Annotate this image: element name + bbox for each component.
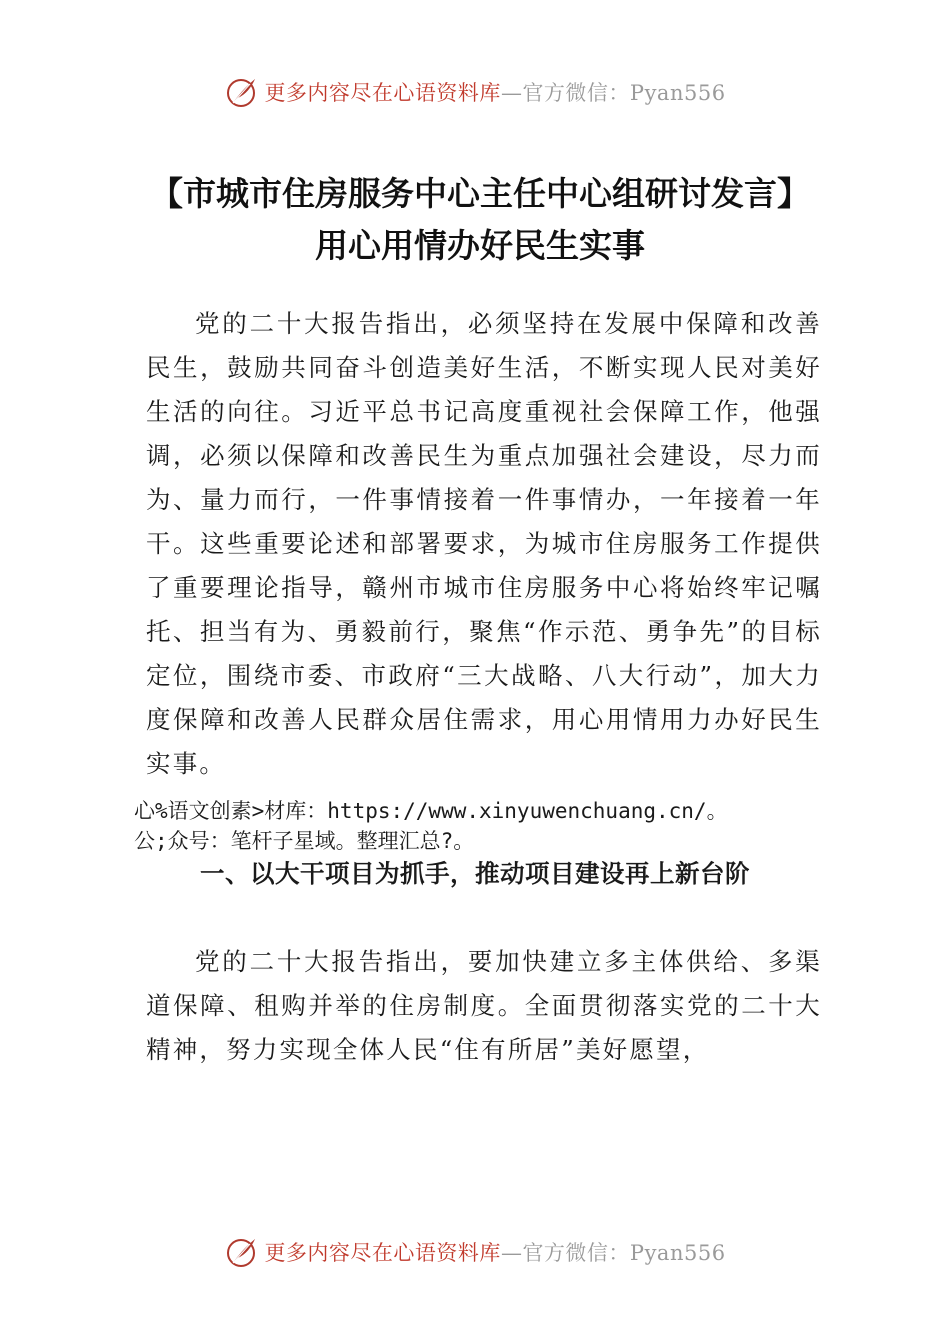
- footer-watermark-banner: [0, 1232, 950, 1272]
- document-title: 【市城市住房服务中心主任中心组研讨发言】用心用情办好民生实事: [150, 174, 810, 265]
- source-note-line-1: 心%语文创素>材库：https://www.xinyuwenchuang.cn/。: [134, 799, 728, 823]
- watermark-text: [264, 77, 725, 107]
- body-paragraph-2: 党的二十大报告指出，要加快建立多主体供给、多渠道保障、租购并举的住房制度。全面贯彻落实党的二十大精神，努力实现全体人民“住有所居”美好愿望，: [146, 947, 822, 1064]
- source-note-line-2: 公;众号：笔杆子星域。整理汇总?。: [134, 829, 475, 853]
- watermark-text-grey: —官方微信：Pyan556: [500, 1241, 726, 1265]
- body-paragraph-1: 党的二十大报告指出，必须坚持在发展中保障和改善民生，鼓励共同奋斗创造美好生活，不断实现人民对美好生活的向往。习近平总书记高度重视社会保障工作，他强调，必须以保障和改善民生为重点加强社会建设，尽力而为、量力而行，一件事情接着一件事情办，一年接着一年干。这些重要论述和部署要求，为城市住房服务工作提供了重要理论指导，赣州市城市住房服务中心将始终牢记嘱托、担当有为、勇毅前行，聚焦“作示范、勇争先”的目标定位，围绕市委、市政府“三大战略、八大行动”，加大力度保障和改善人民群众居住需求，用心用情用力办好民生实事。: [146, 309, 822, 778]
- watermark-text: [264, 1237, 725, 1267]
- watermark-text-red: 更多内容尽在心语资料库: [264, 1241, 501, 1265]
- watermark-text-red: 更多内容尽在心语资料库: [264, 81, 501, 105]
- feather-quill-icon: [224, 1234, 260, 1270]
- section-heading-1: 一、以大干项目为抓手，推动项目建设再上新台阶: [200, 859, 750, 888]
- watermark-text-grey: —官方微信：Pyan556: [500, 81, 726, 105]
- header-watermark-banner: [0, 72, 950, 112]
- feather-quill-icon: [224, 74, 260, 110]
